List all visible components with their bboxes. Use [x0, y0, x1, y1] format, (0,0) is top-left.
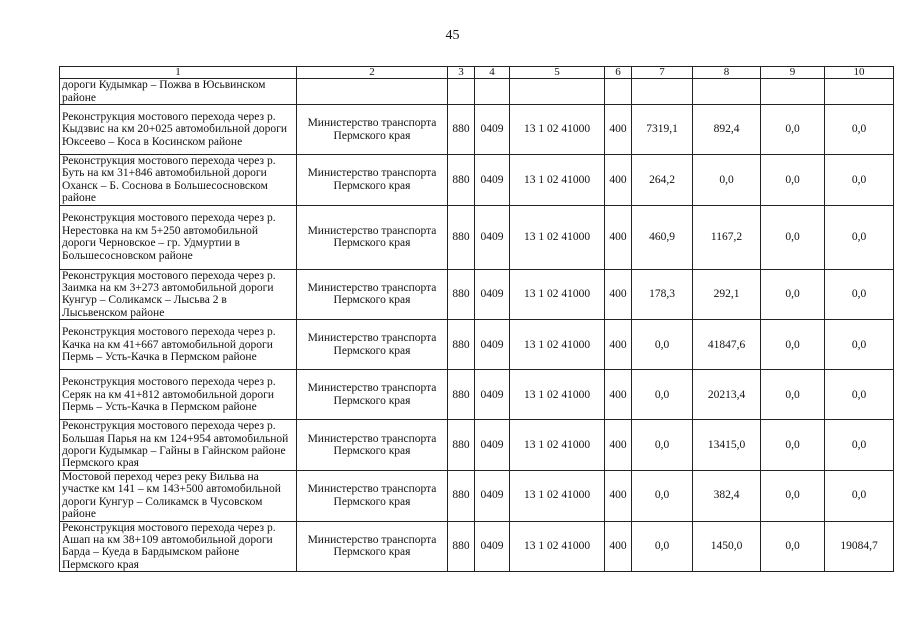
row-value-cell-4: 0409 [475, 205, 510, 269]
row-value-cell-5: 13 1 02 41000 [510, 269, 605, 320]
row-value-cell-8: 41847,6 [693, 320, 761, 370]
row-value-cell-5: 13 1 02 41000 [510, 470, 605, 521]
row-value-cell-6: 400 [605, 269, 632, 320]
row-value-cell-4: 0409 [475, 155, 510, 206]
row-value-cell-8: 1167,2 [693, 205, 761, 269]
row-value-cell-10: 0,0 [825, 205, 894, 269]
row-value-cell-6: 400 [605, 420, 632, 471]
row-value-cell-3: 880 [448, 105, 475, 155]
row-org-cell: Министерство транспорта Пермского края [297, 205, 448, 269]
row-org-cell: Министерство транспорта Пермского края [297, 521, 448, 572]
row-value-cell-5: 13 1 02 41000 [510, 105, 605, 155]
row-value-cell-10: 0,0 [825, 470, 894, 521]
row-value-cell-3: 880 [448, 370, 475, 420]
column-header-2: 2 [297, 67, 448, 79]
row-value-cell-4: 0409 [475, 320, 510, 370]
row-value-cell-9: 0,0 [761, 521, 825, 572]
page-number: 45 [445, 28, 460, 43]
table-row [60, 205, 894, 269]
row-name-cell: Реконструкция мостового перехода через р. Нерестовка на км 5+250 автомобильной дороги Черновское – гр. Удмуртии в Большесосновском районе [60, 205, 297, 269]
row-value-cell-9: 0,0 [761, 420, 825, 471]
row-value-cell-10: 0,0 [825, 105, 894, 155]
table-row-continuation [60, 79, 894, 105]
column-header-10: 10 [825, 67, 894, 79]
row-value-cell-3: 880 [448, 155, 475, 206]
table-row [60, 105, 894, 155]
row-value-cell-9: 0,0 [761, 205, 825, 269]
row-value-cell-9: 0,0 [761, 370, 825, 420]
row-value-cell-6: 400 [605, 521, 632, 572]
column-header-7: 7 [632, 67, 693, 79]
column-header-1: 1 [60, 67, 297, 79]
row-name-cell: Реконструкция мостового перехода через р. Ашап на км 38+109 автомобильной дороги Барда – Куеда в Бардымском районе Пермского края [60, 521, 297, 572]
row-value-cell-6: 400 [605, 155, 632, 206]
row-value-cell-6: 400 [605, 370, 632, 420]
table-row [60, 470, 894, 521]
budget-table [59, 66, 894, 572]
row-value-cell-8: 1450,0 [693, 521, 761, 572]
row-value-cell-4: 0409 [475, 521, 510, 572]
row-value-cell-9: 0,0 [761, 470, 825, 521]
row-value-cell-10: 19084,7 [825, 521, 894, 572]
column-number-row [60, 67, 894, 79]
row-value-cell-7: 264,2 [632, 155, 693, 206]
row-value-cell-10: 0,0 [825, 420, 894, 471]
row-org-cell: Министерство транспорта Пермского края [297, 470, 448, 521]
row-value-cell-8: 382,4 [693, 470, 761, 521]
table-row [60, 521, 894, 572]
row-value-cell-4: 0409 [475, 470, 510, 521]
row-value-cell-5: 13 1 02 41000 [510, 155, 605, 206]
row-org-cell: Министерство транспорта Пермского края [297, 420, 448, 471]
row-value-cell-7: 0,0 [632, 320, 693, 370]
row-name-cell: Реконструкция мостового перехода через р. Заимка на км 3+273 автомобильной дороги Кунгур – Соликамск – Лысьва 2 в Лысьвенском районе [60, 269, 297, 320]
row-org-cell: Министерство транспорта Пермского края [297, 105, 448, 155]
row-value-cell-7: 7319,1 [632, 105, 693, 155]
row-value-cell-8: 20213,4 [693, 370, 761, 420]
row-name-cell: Мостовой переход через реку Вильва на участке км 141 – км 143+500 автомобильной дороги Кунгур – Соликамск в Чусовском районе [60, 470, 297, 521]
row-name-cell: Реконструкция мостового перехода через р. Буть на км 31+846 автомобильной дороги Оханск – Б. Соснова в Большесосновском районе [60, 155, 297, 206]
row-value-cell-10: 0,0 [825, 370, 894, 420]
table-row [60, 320, 894, 370]
row-value-cell-7: 460,9 [632, 205, 693, 269]
row-value-cell-9: 0,0 [761, 105, 825, 155]
row-value-cell-6: 400 [605, 205, 632, 269]
row-value-cell-4: 0409 [475, 420, 510, 471]
row-value-cell-8: 892,4 [693, 105, 761, 155]
row-name-cell: Реконструкция мостового перехода через р. Серяк на км 41+812 автомобильной дороги Пермь – Усть-Качка в Пермском районе [60, 370, 297, 420]
column-header-9: 9 [761, 67, 825, 79]
row-name-cell: дороги Кудымкар – Пожва в Юсьвинском районе [60, 79, 297, 105]
row-value-cell-5: 13 1 02 41000 [510, 370, 605, 420]
row-value-cell-7: 0,0 [632, 370, 693, 420]
row-value-cell-8: 13415,0 [693, 420, 761, 471]
row-value-cell-8: 292,1 [693, 269, 761, 320]
row-value-cell-7: 0,0 [632, 521, 693, 572]
table-row [60, 370, 894, 420]
row-name-cell: Реконструкция мостового перехода через р. Кыдзвис на км 20+025 автомобильной дороги Юксеево – Коса в Косинском районе [60, 105, 297, 155]
row-value-cell-3: 880 [448, 320, 475, 370]
row-value-cell-5: 13 1 02 41000 [510, 205, 605, 269]
column-header-4: 4 [475, 67, 510, 79]
row-value-cell-7: 0,0 [632, 420, 693, 471]
row-value-cell-5: 13 1 02 41000 [510, 420, 605, 471]
row-value-cell-8: 0,0 [693, 155, 761, 206]
row-value-cell-3: 880 [448, 420, 475, 471]
row-org-cell: Министерство транспорта Пермского края [297, 155, 448, 206]
row-value-cell-3: 880 [448, 269, 475, 320]
column-header-8: 8 [693, 67, 761, 79]
column-header-5: 5 [510, 67, 605, 79]
row-value-cell-7: 0,0 [632, 470, 693, 521]
row-value-cell-4: 0409 [475, 370, 510, 420]
row-value-cell-6: 400 [605, 105, 632, 155]
column-header-6: 6 [605, 67, 632, 79]
table-row [60, 420, 894, 471]
row-org-cell: Министерство транспорта Пермского края [297, 320, 448, 370]
row-value-cell-10: 0,0 [825, 155, 894, 206]
row-value-cell-5: 13 1 02 41000 [510, 320, 605, 370]
table-row [60, 155, 894, 206]
row-value-cell-3: 880 [448, 470, 475, 521]
row-value-cell-9: 0,0 [761, 269, 825, 320]
row-name-cell: Реконструкция мостового перехода через р. Большая Парья на км 124+954 автомобильной дороги Кудымкар – Гайны в Гайнском районе Пермского края [60, 420, 297, 471]
row-org-cell: Министерство транспорта Пермского края [297, 269, 448, 320]
table-row [60, 269, 894, 320]
row-value-cell-9: 0,0 [761, 155, 825, 206]
column-header-3: 3 [448, 67, 475, 79]
row-value-cell-5: 13 1 02 41000 [510, 521, 605, 572]
row-value-cell-4: 0409 [475, 105, 510, 155]
row-value-cell-7: 178,3 [632, 269, 693, 320]
row-value-cell-4: 0409 [475, 269, 510, 320]
row-value-cell-6: 400 [605, 320, 632, 370]
row-value-cell-9: 0,0 [761, 320, 825, 370]
row-value-cell-3: 880 [448, 521, 475, 572]
row-name-cell: Реконструкция мостового перехода через р. Качка на км 41+667 автомобильной дороги Пермь – Усть-Качка в Пермском районе [60, 320, 297, 370]
row-value-cell-6: 400 [605, 470, 632, 521]
row-value-cell-10: 0,0 [825, 320, 894, 370]
row-value-cell-3: 880 [448, 205, 475, 269]
row-value-cell-10: 0,0 [825, 269, 894, 320]
row-org-cell: Министерство транспорта Пермского края [297, 370, 448, 420]
